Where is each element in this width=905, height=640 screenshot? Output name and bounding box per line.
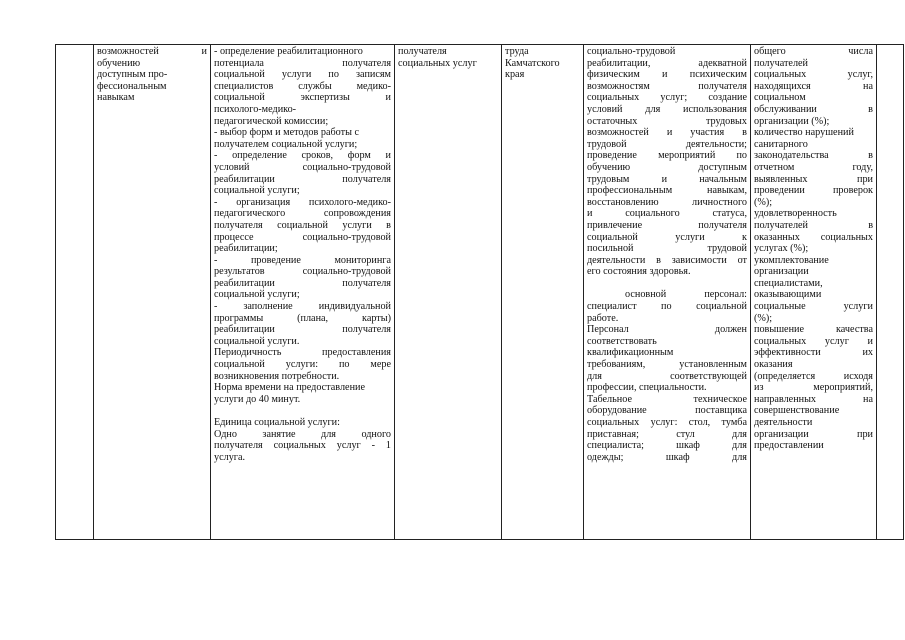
text-line: обучению доступным: [587, 161, 747, 173]
text-line: социальных услуг: стол, тумба: [587, 417, 747, 428]
cell-notes: [877, 45, 904, 540]
text-line: для соответствующей: [587, 370, 747, 382]
text-line: трудовым и начальным: [587, 173, 747, 185]
text-line: реабилитации получателя: [214, 324, 391, 336]
text-line: (%);: [754, 196, 773, 208]
text-line: повышение качества: [754, 324, 873, 336]
text-line: укомплектование: [754, 254, 829, 266]
text-line: социальных услуг,: [754, 69, 873, 81]
text-line: физическим и психическим: [587, 69, 747, 81]
text-line: направленных на: [754, 393, 873, 405]
text-line: реабилитации;: [214, 243, 278, 255]
text-line: оказания: [754, 359, 793, 371]
text-line: Персонал должен: [587, 324, 747, 336]
text-line: количество нарушений: [754, 127, 854, 139]
text-line: края: [505, 69, 525, 81]
text-line: специалист по социальной: [587, 301, 747, 313]
text-line: совершенствование: [754, 405, 840, 417]
text-line: проведение мероприятий по: [587, 150, 747, 162]
text-line: услуги до 40 минут.: [214, 393, 301, 405]
text-line: социальной услуги: по мере: [214, 359, 391, 371]
text-line: Норма времени на предоставление: [214, 382, 365, 394]
text-line: [587, 278, 747, 290]
text-line: получателя социальных услуг - 1: [214, 440, 391, 452]
text-line: реабилитации, адекватной: [587, 57, 747, 69]
text-line: санитарного: [754, 138, 808, 150]
text-line: оборудование поставщика: [587, 405, 747, 417]
text-line: Табельное техническое: [587, 393, 747, 405]
text-line: из мероприятий,: [754, 382, 873, 394]
text-line: приставная; стул для: [587, 428, 747, 440]
text-line: его состояния здоровья.: [587, 266, 691, 278]
text-line: педагогической комиссии;: [214, 115, 329, 127]
text-line: деятельности: [754, 417, 813, 428]
text-line: выявленных при: [754, 173, 873, 185]
text-line: социальных услуг; создание: [587, 92, 747, 104]
text-line: процессе социально-трудовой: [214, 231, 391, 243]
text-line: социальной услуги по записям: [214, 69, 391, 81]
text-line: программы (плана, карты): [214, 312, 391, 324]
text-line: получателя социальной услуги в: [214, 219, 391, 231]
text-line: одежды; шкаф для: [587, 451, 747, 463]
text-line: социальной услуги.: [214, 335, 300, 347]
text-line: оказанных социальных: [754, 231, 873, 243]
text-line: предоставлении: [754, 440, 824, 452]
text-line: трудовой деятельности;: [587, 138, 747, 150]
text-line: организации: [754, 266, 809, 278]
table-row: [56, 45, 904, 540]
text-line: обучению: [97, 57, 141, 69]
text-line: основной персонал:: [625, 289, 747, 301]
text-line: Камчатского: [505, 57, 560, 69]
text-line: (%);: [754, 312, 773, 324]
text-line: оказывающими: [754, 289, 822, 301]
text-line: возникновения потребности.: [214, 370, 340, 382]
cell-tariff-authority: [502, 45, 584, 540]
cell-number: [56, 45, 94, 540]
text-line: восстановлению личностного: [587, 196, 747, 208]
text-line: социальной экспертизы и: [214, 92, 391, 104]
text-line: эффективности их: [754, 347, 873, 359]
text-line: социальных услуг: [398, 57, 477, 69]
text-line: социальных услуг и: [754, 335, 873, 347]
text-line: соответствовать: [587, 335, 657, 347]
text-line: организации при: [754, 428, 873, 440]
text-line: - определение реабилитационного: [214, 46, 363, 57]
text-line: находящихся на: [754, 80, 873, 92]
text-line: возможностей и: [97, 46, 207, 57]
text-line: и социального статуса,: [587, 208, 747, 220]
text-line: получателей в: [754, 219, 873, 231]
text-line: общего числа: [754, 46, 873, 57]
text-line: профессии, специальности.: [587, 382, 707, 394]
text-line: проведении проверок: [754, 185, 873, 197]
text-line: результатов социально-трудовой: [214, 266, 391, 278]
text-line: социальной услуги;: [214, 185, 300, 197]
text-line: условий социально-трудовой: [214, 161, 391, 173]
text-line: (определяется исходя: [754, 370, 873, 382]
text-line: - заполнение индивидуальной: [214, 301, 391, 313]
text-line: привлечение получателя: [587, 219, 747, 231]
text-line: доступным про-: [97, 69, 168, 81]
text-line: условий для использования: [587, 103, 747, 115]
text-line: социально-трудовой: [587, 46, 676, 57]
text-line: фессиональным: [97, 80, 167, 92]
text-line: реабилитации получателя: [214, 173, 391, 185]
text-line: обслуживании в: [754, 103, 873, 115]
text-line: - проведение мониторинга: [214, 254, 391, 266]
text-line: законодательства в: [754, 150, 873, 162]
text-line: возможностей и участия в: [587, 127, 747, 139]
text-line: - определение сроков, форм и: [214, 150, 391, 162]
text-line: работе.: [587, 312, 619, 324]
text-line: квалификационным: [587, 347, 674, 359]
text-line: социальной услуги к: [587, 231, 747, 243]
text-line: потенциала получателя: [214, 57, 391, 69]
text-line: специалиста; шкаф для: [587, 440, 747, 452]
text-line: организации (%);: [754, 115, 830, 127]
text-line: Одно занятие для одного: [214, 428, 391, 440]
cell-recipient: [395, 45, 502, 540]
text-line: получателем социальной услуги;: [214, 138, 358, 150]
cell-service-description: [211, 45, 395, 540]
text-line: получателей: [754, 57, 809, 69]
cell-quality-indicators: [751, 45, 877, 540]
service-standard-table: [55, 44, 904, 540]
text-line: - выбор форм и методов работы с: [214, 127, 359, 139]
text-line: социальные услуги: [754, 301, 873, 313]
text-line: педагогического сопровождения: [214, 208, 391, 220]
text-line: реабилитации получателя: [214, 277, 391, 289]
text-line: отчетном году,: [754, 161, 873, 173]
text-line: [214, 405, 391, 417]
text-line: услуга.: [214, 451, 246, 463]
text-line: Периодичность предоставления: [214, 347, 391, 359]
text-line: удовлетворенность: [754, 208, 837, 220]
text-line: услугах (%);: [754, 243, 809, 255]
text-line: возможностям получателя: [587, 80, 747, 92]
text-line: деятельности в зависимости от: [587, 254, 747, 266]
text-line: труда: [505, 46, 529, 57]
text-line: требованиям, установленным: [587, 359, 747, 371]
text-line: профессиональным навыкам,: [587, 185, 747, 197]
text-line: социальном: [754, 92, 806, 104]
text-line: - организация психолого-медико-: [214, 196, 391, 208]
cell-conditions: [584, 45, 751, 540]
text-line: посильной трудовой: [587, 243, 747, 255]
text-line: навыкам: [97, 92, 135, 104]
text-line: специалистами,: [754, 277, 823, 289]
text-line: получателя: [398, 46, 447, 57]
text-line: психолого-медико-: [214, 103, 297, 115]
text-line: Единица социальной услуги:: [214, 417, 340, 428]
text-line: специалистов службы медико-: [214, 80, 391, 92]
text-line: социальной услуги;: [214, 289, 300, 301]
text-line: остаточных трудовых: [587, 115, 747, 127]
cell-service-name: [94, 45, 211, 540]
